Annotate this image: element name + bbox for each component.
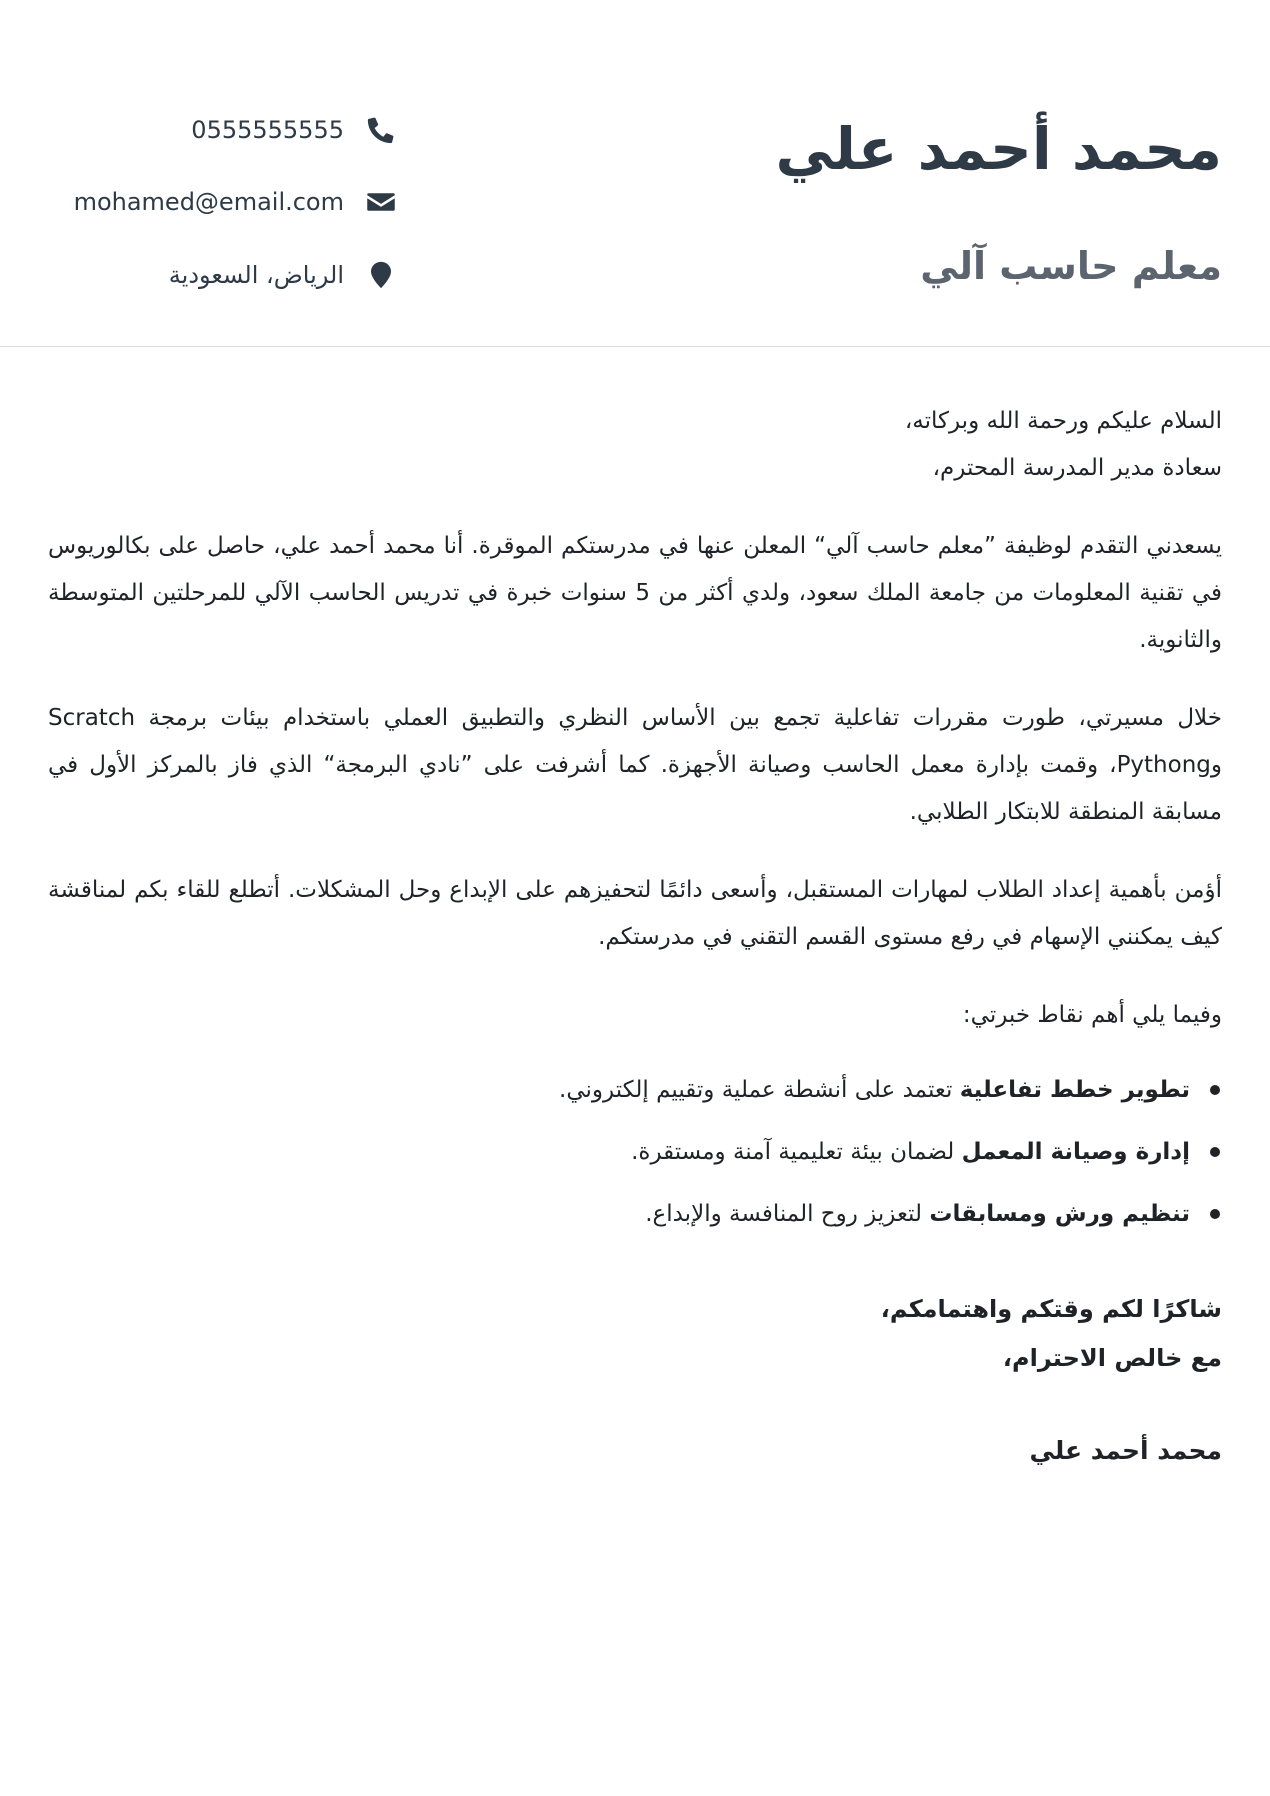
closing-block <box>48 1285 1222 1475</box>
highlight-title: تطوير خطط تفاعلية <box>959 1077 1190 1103</box>
contact-phone[interactable] <box>191 110 396 150</box>
paragraph-experience: خلال مسيرتي، طورت مقررات تفاعلية تجمع بين الأساس النظري والتطبيق العملي باستخدام بيئات برمجة Scratch وPythong، وقمت بإدارة معمل الحاسب وصيانة الأجهزة. كما أشرفت على ”نادي البرمجة“ الذي فاز بالمركز الأول في مسابقة المنطقة للابتكار الطلابي. <box>48 705 1222 825</box>
contact-location <box>169 255 396 295</box>
highlight-text: تعتمد على أنشطة عملية وتقييم إلكتروني. <box>559 1077 960 1103</box>
signature-name: محمد أحمد علي <box>1029 1436 1222 1465</box>
closing-thanks: شاكرًا لكم وقتكم واهتمامكم، <box>880 1295 1222 1323</box>
contact-info <box>0 0 420 300</box>
applicant-name: محمد أحمد علي <box>775 115 1222 183</box>
letter-header <box>0 0 1270 347</box>
location-text: الرياض، السعودية <box>168 261 344 289</box>
list-item <box>48 1059 1190 1121</box>
highlight-title: تنظيم ورش ومسابقات <box>929 1201 1190 1227</box>
highlight-text: لتعزيز روح المنافسة والإبداع. <box>645 1201 930 1227</box>
email-address[interactable]: mohamed@email.com <box>73 188 344 216</box>
list-item <box>48 1121 1190 1183</box>
contact-email[interactable] <box>74 182 396 222</box>
paragraph-intro: يسعدني التقدم لوظيفة ”معلم حاسب آلي“ المعلن عنها في مدرستكم الموقرة. أنا محمد أحمد علي، حاصل على بكالوريوس في تقنية المعلومات من جامعة الملك سعود، ولدي أكثر من 5 سنوات خبرة في تدريس الحاسب الآلي للمرحلتين المتوسطة والثانوية. <box>48 533 1223 653</box>
greeting <box>48 398 1222 492</box>
envelope-icon <box>366 187 396 217</box>
greeting-recipient: سعادة مدير المدرسة المحترم، <box>932 455 1222 481</box>
letter-body <box>48 398 1222 1475</box>
location-pin-icon <box>366 260 396 290</box>
phone-icon <box>366 115 396 145</box>
highlights-list <box>48 1059 1222 1245</box>
phone-number[interactable]: 0555555555 <box>191 116 344 144</box>
highlight-title: إدارة وصيانة المعمل <box>961 1139 1190 1165</box>
paragraph-vision: أؤمن بأهمية إعداد الطلاب لمهارات المستقبل، وأسعى دائمًا لتحفيزهم على الإبداع وحل المشكلات. أتطلع للقاء بكم لمناقشة كيف يمكنني الإسهام في رفع مستوى القسم التقني في مدرستكم. <box>48 877 1222 950</box>
highlights-intro: وفيما يلي أهم نقاط خبرتي: <box>962 1002 1222 1028</box>
closing-regards: مع خالص الاحترام، <box>1002 1344 1222 1372</box>
greeting-salutation: السلام عليكم ورحمة الله وبركاته، <box>904 408 1222 434</box>
job-title: معلم حاسب آلي <box>920 244 1222 288</box>
highlight-text: لضمان بيئة تعليمية آمنة ومستقرة. <box>631 1139 962 1165</box>
list-item <box>48 1183 1190 1245</box>
